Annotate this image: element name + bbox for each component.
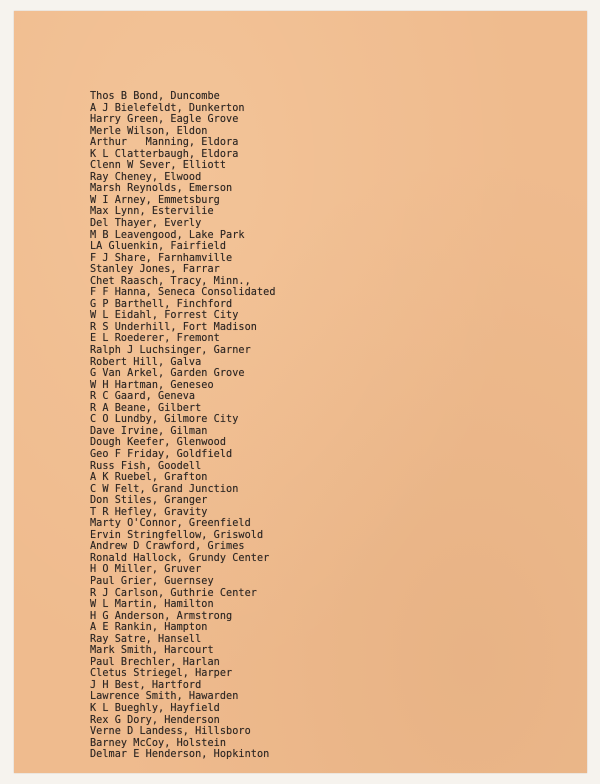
list-item: H O Miller, Gruver	[90, 564, 202, 576]
list-item: Geo F Friday, Goldfield	[90, 448, 233, 460]
list-item: Delmar E Henderson, Hopkinton	[90, 749, 270, 761]
list-item: Lawrence Smith, Hawarden	[90, 691, 239, 703]
typed-page	[14, 11, 587, 773]
list-item: A J Bielefeldt, Dunkerton	[90, 102, 245, 114]
list-item: R S Underhill, Fort Madison	[90, 321, 257, 333]
list-item: R J Carlson, Guthrie Center	[90, 587, 257, 599]
list-item: Verne D Landess, Hillsboro	[90, 726, 251, 738]
list-item: A E Rankin, Hampton	[90, 622, 208, 634]
list-item: Cletus Striegel, Harper	[90, 668, 233, 680]
list-item: G P Barthell, Finchford	[90, 298, 233, 310]
list-item: Don Stiles, Granger	[90, 495, 208, 507]
list-item: Ray Satre, Hansell	[90, 633, 202, 645]
list-item: Merle Wilson, Eldon	[90, 125, 208, 137]
list-item: Robert Hill, Galva	[90, 356, 202, 368]
list-item: W H Hartman, Geneseo	[90, 379, 214, 391]
list-item: LA Gluenkin, Fairfield	[90, 241, 227, 253]
list-item: F J Share, Farnhamville	[90, 252, 233, 264]
list-item: Rex G Dory, Henderson	[90, 714, 220, 726]
list-item: Chet Raasch, Tracy, Minn.,	[90, 275, 251, 287]
list-item: Andrew D Crawford, Grimes	[90, 541, 245, 553]
list-item: Del Thayer, Everly	[90, 218, 202, 230]
list-item: Ronald Hallock, Grundy Center	[90, 552, 270, 564]
list-item: Clenn W Sever, Elliott	[90, 160, 227, 172]
name-town-list	[90, 91, 276, 761]
list-item: Max Lynn, Estervilie	[90, 206, 214, 218]
list-item: W L Martin, Hamilton	[90, 599, 214, 611]
list-item: Harry Green, Eagle Grove	[90, 114, 239, 126]
list-item: C O Lundby, Gilmore City	[90, 414, 239, 426]
list-item: Ralph J Luchsinger, Garner	[90, 345, 251, 357]
list-item: F F Hanna, Seneca Consolidated	[90, 287, 276, 299]
list-item: C W Felt, Grand Junction	[90, 483, 239, 495]
list-item: W L Eidahl, Forrest City	[90, 310, 239, 322]
list-item: A K Ruebel, Grafton	[90, 472, 208, 484]
list-item: J H Best, Hartford	[90, 679, 202, 691]
list-item: Marty O'Connor, Greenfield	[90, 518, 251, 530]
list-item: Marsh Reynolds, Emerson	[90, 183, 233, 195]
list-item: R C Gaard, Geneva	[90, 391, 196, 403]
list-item: Barney McCoy, Holstein	[90, 737, 227, 749]
list-item: H G Anderson, Armstrong	[90, 610, 233, 622]
list-item: Mark Smith, Harcourt	[90, 645, 214, 657]
list-item: W I Arney, Emmetsburg	[90, 194, 220, 206]
list-item: G Van Arkel, Garden Grove	[90, 368, 245, 380]
list-item: Thos B Bond, Duncombe	[90, 91, 220, 102]
list-item: T R Hefley, Gravity	[90, 506, 208, 518]
list-item: Stanley Jones, Farrar	[90, 264, 220, 276]
list-item: Dave Irvine, Gilman	[90, 425, 208, 437]
list-item: K L Bueghly, Hayfield	[90, 702, 220, 714]
list-item: M B Leavengood, Lake Park	[90, 229, 245, 241]
list-item: Dough Keefer, Glenwood	[90, 437, 227, 449]
list-item: Paul Grier, Guernsey	[90, 575, 214, 587]
list-item: Ray Cheney, Elwood	[90, 171, 202, 183]
list-item: Paul Brechler, Harlan	[90, 656, 220, 668]
list-item: E L Roederer, Fremont	[90, 333, 220, 345]
list-item: K L Clatterbaugh, Eldora	[90, 148, 239, 160]
list-item: Russ Fish, Goodell	[90, 460, 202, 472]
list-item: R A Beane, Gilbert	[90, 402, 202, 414]
list-item: Ervin Stringfellow, Griswold	[90, 529, 264, 541]
list-item: Arthur Manning, Eldora	[90, 137, 239, 149]
